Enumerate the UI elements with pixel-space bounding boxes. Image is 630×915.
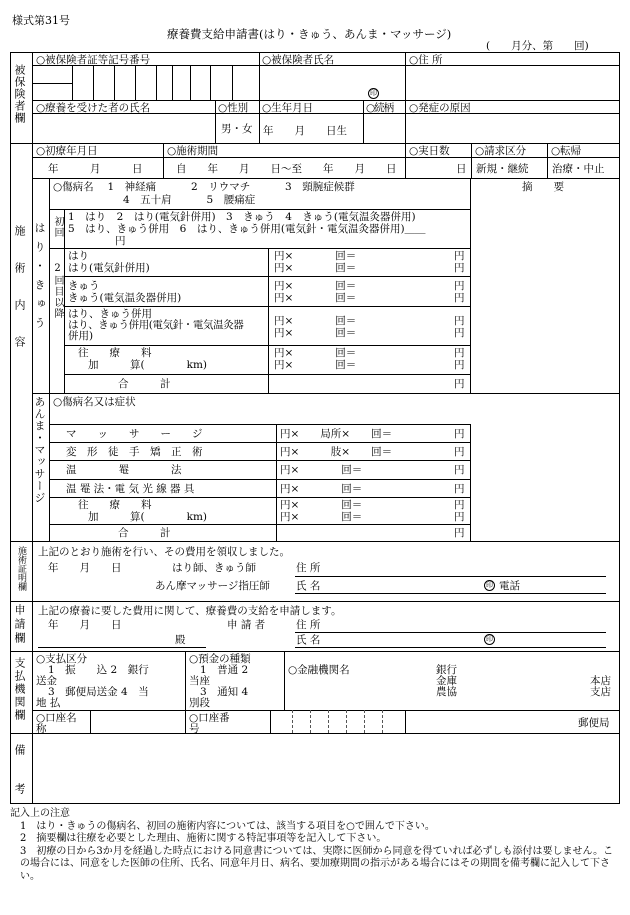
- anma-label: あんま・マッサージ: [33, 396, 46, 504]
- application-date[interactable]: 年 月 日: [48, 619, 122, 631]
- remarks-section-label: 備考: [13, 744, 26, 822]
- first-visit-label: 初回: [52, 216, 63, 238]
- payment-method-l1[interactable]: 1 振 込 2 銀行: [48, 664, 149, 676]
- hari-travel-add[interactable]: 加 算( km): [88, 359, 208, 371]
- outcome-values[interactable]: 治療・中止: [552, 163, 605, 175]
- practitioner-hari: はり師、きゅう師: [172, 562, 256, 574]
- sex-label: ○性別: [218, 102, 249, 114]
- anma-row1-label: マ ッ サ ー ジ: [66, 428, 203, 440]
- anma-travel-add[interactable]: 加 算( km): [88, 511, 208, 523]
- hari-travel-label: 往 療 料: [78, 347, 152, 359]
- practitioner-address-label: 住 所: [296, 562, 321, 574]
- note-item: 2 摘要欄は往療を必要とした理由、施術に関する特記事項等を記入して下さい。: [20, 833, 387, 844]
- certification-date[interactable]: 年 月 日: [48, 562, 122, 574]
- nokyo-label[interactable]: 農協: [436, 686, 457, 698]
- application-section-label: 申請欄: [13, 604, 26, 646]
- seal-icon: 印: [486, 581, 493, 589]
- relation-label: ○続柄: [366, 102, 394, 114]
- sex-values[interactable]: 男・女: [221, 123, 253, 135]
- claim-type-values[interactable]: 新規・継続: [476, 163, 529, 175]
- birthdate-values[interactable]: 年 月 日生: [263, 125, 347, 137]
- yen-label: 円: [454, 499, 465, 511]
- yen-label: 円: [454, 262, 465, 274]
- post-office-label[interactable]: 郵便局: [578, 717, 610, 729]
- applicant-name-label: 氏 名: [296, 634, 321, 646]
- hari-row1-l1: はり: [68, 250, 89, 262]
- second-visit-label: 2回目以降: [52, 263, 63, 319]
- hari-row3-l3: 併用): [68, 330, 94, 342]
- hari-row3-r2[interactable]: 円× 回＝: [274, 327, 357, 339]
- anma-row4-calc[interactable]: 円× 回＝: [280, 483, 363, 495]
- hari-row3-l1: はり、きゅう併用: [68, 308, 152, 320]
- anma-total-label: 合 計: [118, 527, 171, 539]
- deposit-type-l4[interactable]: 別段: [189, 697, 210, 709]
- first-visit-line1[interactable]: 1 はり 2 はり(電気針併用) 3 きゅう 4 きゅう(電気温灸器併用): [68, 211, 416, 223]
- notes-heading: 記入上の注意: [10, 808, 70, 819]
- anma-disease-label[interactable]: ○傷病名又は症状: [53, 396, 136, 408]
- seal-icon: 印: [486, 635, 493, 643]
- days-unit: 日: [456, 163, 467, 175]
- remarks-field[interactable]: [33, 734, 619, 803]
- hari-row3-r1[interactable]: 円× 回＝: [274, 315, 357, 327]
- hari-row1-r2[interactable]: 円× 回＝: [274, 262, 357, 274]
- addressee-label: 殿: [175, 634, 186, 646]
- remarks-header: 摘 要: [522, 181, 564, 193]
- deposit-type-l1[interactable]: 1 普通 2: [200, 664, 249, 676]
- hari-row2-l1: きゅう: [68, 280, 100, 292]
- notes-block: [10, 808, 622, 883]
- yen-label: 円: [454, 446, 465, 458]
- yen-label: 円: [454, 428, 465, 440]
- payment-method-l4[interactable]: 地 払: [36, 697, 61, 709]
- payment-method-l3[interactable]: 3 郵便局送金 4 当: [48, 686, 149, 698]
- hari-row2-l2: きゅう(電気温灸器併用): [68, 292, 182, 304]
- yen-label: 円: [454, 315, 465, 327]
- seal-icon: 印: [370, 89, 377, 97]
- address-label: ○住 所: [409, 54, 443, 66]
- certification-section-label: 施術証明欄: [16, 546, 26, 591]
- anma-row2-label: 変 形 徒 手 矯 正 術: [66, 446, 203, 458]
- yen-label: 円: [454, 511, 465, 523]
- yen-label: 円: [454, 250, 465, 262]
- hari-row2-r1[interactable]: 円× 回＝: [274, 280, 357, 292]
- note-item: 3 初療の日から3か月を経過した時点における同意書については、実際に医師から同意を得ていれば必ずしも添付は要しません。この場合には、同意をした医師の住所、氏名、同意年月日、病名、要加療期間の指示がある場合にはその期間を備考欄に記入して下さい。: [20, 845, 614, 882]
- claim-period[interactable]: ( 月分、第 回): [486, 40, 589, 52]
- payment-section-label: 支払機関欄: [13, 657, 26, 722]
- hari-disease-line2[interactable]: 4 五十肩 5 腰痛症: [123, 194, 256, 206]
- anma-row3-label: 温 罨 法: [66, 464, 182, 476]
- account-name-label-2: 称: [36, 723, 47, 735]
- institution-label: ○金融機関名: [288, 664, 350, 676]
- anma-row2-calc[interactable]: 円× 肢× 回＝: [280, 446, 393, 458]
- anma-travel-label: 往 療 料: [78, 499, 152, 511]
- cause-label: ○発症の原因: [409, 102, 471, 114]
- yen-label: 円: [454, 347, 465, 359]
- anma-total-yen: 円: [454, 527, 465, 539]
- first-visit-yen: 円: [115, 235, 126, 247]
- yen-label: 円: [454, 483, 465, 495]
- hari-travel-r1[interactable]: 円× 回＝: [274, 347, 357, 359]
- head-office-label[interactable]: 本店: [590, 675, 611, 687]
- practitioner-name-label: 氏 名: [296, 580, 321, 592]
- form-title: 療養費支給申請書(はり・きゅう、あんま・マッサージ): [167, 27, 452, 41]
- kinko-label[interactable]: 金庫: [436, 675, 457, 687]
- first-visit-line2[interactable]: 5 はり、きゅう併用 6 はり、きゅう併用(電気針・電気温灸器併用)＿＿: [68, 223, 426, 235]
- anma-travel-r1[interactable]: 円× 回＝: [280, 499, 363, 511]
- form-number: 様式第31号: [12, 14, 70, 27]
- account-number-label-2: 号: [189, 723, 200, 735]
- note-item: 1 はり・きゅうの傷病名、初回の施術内容については、該当する項目を○で囲んで下さい。: [20, 820, 435, 832]
- first-date-label: ○初療年月日: [36, 145, 98, 157]
- bank-label[interactable]: 銀行: [436, 664, 457, 676]
- phone-label: 電話: [499, 580, 520, 592]
- account-name-label: ○口座名: [36, 712, 77, 724]
- hari-row1-l2: はり(電気針併用): [68, 262, 150, 274]
- hari-row3-l2: はり、きゅう併用(電気針・電気温灸器: [68, 319, 244, 331]
- anma-row1-calc[interactable]: 円× 局所× 回＝: [280, 428, 393, 440]
- hari-travel-r2[interactable]: 円× 回＝: [274, 359, 357, 371]
- branch-label[interactable]: 支店: [590, 686, 611, 698]
- period-values[interactable]: 自 年 月 日〜至 年 月 日: [176, 163, 397, 175]
- anma-travel-r2[interactable]: 円× 回＝: [280, 511, 363, 523]
- yen-label: 円: [454, 280, 465, 292]
- insured-name-label: ○被保険者氏名: [262, 54, 335, 66]
- hari-total-label: 合 計: [118, 378, 171, 390]
- deposit-type-label: ○預金の種類: [189, 653, 251, 665]
- patient-name-label: ○療養を受けた者の氏名: [36, 102, 151, 114]
- card-number-label: ○被保険者証等記号番号: [36, 54, 151, 66]
- hari-total-yen: 円: [454, 378, 465, 390]
- yen-label: 円: [454, 359, 465, 371]
- anma-row4-label: 温 罨 法・電 気 光 線 器 具: [66, 483, 195, 495]
- days-label: ○実日数: [409, 145, 450, 157]
- yen-label: 円: [454, 327, 465, 339]
- payment-method-label: ○支払区分: [36, 653, 88, 665]
- hari-disease-line1[interactable]: ○傷病名 1 神経痛 2 リウマチ 3 頸腕症候群: [53, 181, 355, 193]
- payment-method-l2[interactable]: 送金: [36, 675, 57, 687]
- anma-row3-calc[interactable]: 円× 回＝: [280, 464, 363, 476]
- yen-label: 円: [454, 292, 465, 304]
- deposit-type-l3[interactable]: 3 通知 4: [200, 686, 249, 698]
- insured-section-label: 被保険者欄: [13, 64, 26, 124]
- practitioner-anma: あん摩マッサージ指圧師: [155, 580, 270, 592]
- hari-kyu-label: はり・きゅう: [33, 222, 46, 336]
- first-date-values[interactable]: 年 月 日: [48, 163, 143, 175]
- outcome-label: ○転帰: [551, 145, 582, 157]
- certification-statement: 上記のとおり施術を行い、その費用を領収しました。: [38, 546, 290, 558]
- claim-type-label: ○請求区分: [475, 145, 527, 157]
- application-statement: 上記の療養に要した費用に関して、療養費の支給を申請します。: [38, 605, 342, 617]
- yen-label: 円: [454, 464, 465, 476]
- hari-row2-r2[interactable]: 円× 回＝: [274, 292, 357, 304]
- applicant-label: 申 請 者: [227, 619, 266, 631]
- birthdate-label: ○生年月日: [262, 102, 314, 114]
- treatment-content-label: 施術内容: [13, 225, 26, 373]
- account-number-label: ○口座番: [189, 712, 230, 724]
- period-label: ○施術期間: [167, 145, 219, 157]
- applicant-address-label: 住 所: [296, 619, 321, 631]
- deposit-type-l2[interactable]: 当座: [189, 675, 210, 687]
- hari-row1-r1[interactable]: 円× 回＝: [274, 250, 357, 262]
